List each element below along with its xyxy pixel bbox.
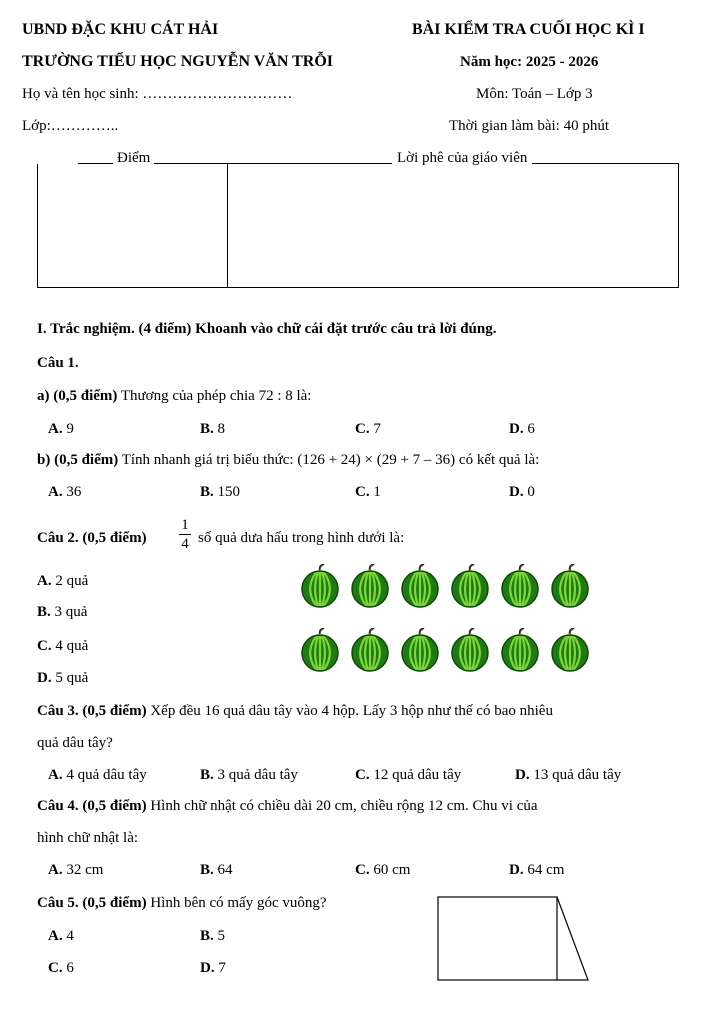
q3-option-c[interactable]: C. 12 quả dâu tây	[355, 767, 462, 783]
q1b-option-a[interactable]: A. 36	[48, 484, 82, 500]
q5-text: Câu 5. (0,5 điểm) Hình bên có mấy góc vuông?	[37, 895, 327, 911]
watermelon-icon	[500, 564, 540, 608]
watermelon-icon	[450, 628, 490, 672]
right-angle-figure	[436, 895, 596, 985]
time-line: Thời gian làm bài: 40 phút	[449, 118, 609, 134]
section-title: I. Trắc nghiệm. (4 điểm) Khoanh vào chữ cái đặt trước câu trả lời đúng.	[37, 321, 497, 337]
q5-option-a[interactable]: A. 4	[48, 928, 74, 944]
q1a-text: a) (0,5 điểm) Thương của phép chia 72 : 8 là:	[37, 388, 312, 404]
q1-label: Câu 1.	[37, 355, 79, 371]
watermelon-icon	[300, 564, 340, 608]
watermelon-icon	[350, 564, 390, 608]
score-box	[37, 163, 679, 288]
watermelon-icon	[450, 564, 490, 608]
watermelon-icon	[400, 628, 440, 672]
watermelon-icon	[550, 628, 590, 672]
fraction-bar	[179, 534, 191, 535]
exam-title: BÀI KIỂM TRA CUỐI HỌC KÌ I	[412, 21, 645, 38]
q3-text: Câu 3. (0,5 điểm) Xếp đều 16 quả dâu tây vào 4 hộp. Lấy 3 hộp như thế có bao nhiêu	[37, 703, 553, 719]
q1b-option-d[interactable]: D. 0	[509, 484, 535, 500]
q2-text: số quả dưa hấu trong hình dưới là:	[198, 530, 405, 546]
figure-rectangle	[438, 897, 557, 980]
q4-text-cont: hình chữ nhật là:	[37, 830, 139, 846]
q1b-option-c[interactable]: C. 1	[355, 484, 381, 500]
q3-option-b[interactable]: B. 3 quả dâu tây	[200, 767, 298, 783]
score-label: Điểm	[115, 150, 154, 167]
q5-option-c[interactable]: C. 6	[48, 960, 74, 976]
watermelon-icon	[550, 564, 590, 608]
school-year: Năm học: 2025 - 2026	[460, 54, 599, 70]
figure-triangle	[557, 897, 588, 980]
q4-text: Câu 4. (0,5 điểm) Hình chữ nhật có chiều dài 20 cm, chiều rộng 12 cm. Chu vi của	[37, 798, 538, 814]
q2-option-a[interactable]: A. 2 quả	[37, 573, 89, 589]
watermelon-icon	[400, 564, 440, 608]
q5-option-b[interactable]: B. 5	[200, 928, 226, 944]
q2-option-c[interactable]: C. 4 quả	[37, 638, 89, 654]
score-box-divider	[227, 164, 228, 287]
q2-option-b[interactable]: B. 3 quả	[37, 604, 88, 620]
dept-name: UBND ĐẶC KHU CÁT HẢI	[22, 21, 219, 38]
class-line: Lớp:…………..	[22, 118, 119, 134]
q2-fraction	[179, 517, 191, 552]
fraction-denominator: 4	[181, 536, 189, 552]
q1b-text: b) (0,5 điểm) Tính nhanh giá trị biểu thức: (126 + 24) × (29 + 7 – 36) có kết quả là:	[37, 452, 540, 468]
q1a-option-d[interactable]: D. 6	[509, 421, 535, 437]
q4-option-b[interactable]: B. 64	[200, 862, 233, 878]
fraction-numerator: 1	[181, 517, 189, 533]
watermelon-icon	[350, 628, 390, 672]
q1a-option-a[interactable]: A. 9	[48, 421, 74, 437]
q1a-option-c[interactable]: C. 7	[355, 421, 381, 437]
watermelon-icon	[300, 628, 340, 672]
q1a-option-b[interactable]: B. 8	[200, 421, 226, 437]
teacher-comment-label: Lời phê của giáo viên	[392, 150, 532, 167]
q4-option-a[interactable]: A. 32 cm	[48, 862, 104, 878]
q5-option-d[interactable]: D. 7	[200, 960, 226, 976]
student-name-line: Họ và tên học sinh: …………………………	[22, 86, 293, 102]
q2-label: Câu 2. (0,5 điểm)	[37, 530, 147, 546]
q3-option-a[interactable]: A. 4 quả dâu tây	[48, 767, 147, 783]
subject-line: Môn: Toán – Lớp 3	[476, 86, 593, 102]
school-name: TRƯỜNG TIỂU HỌC NGUYỄN VĂN TRỖI	[22, 53, 334, 70]
q1b-option-b[interactable]: B. 150	[200, 484, 241, 500]
watermelon-icon	[500, 628, 540, 672]
q3-text-cont: quả dâu tây?	[37, 735, 113, 751]
q2-option-d[interactable]: D. 5 quả	[37, 670, 89, 686]
q4-option-c[interactable]: C. 60 cm	[355, 862, 411, 878]
q4-option-d[interactable]: D. 64 cm	[509, 862, 565, 878]
q3-option-d[interactable]: D. 13 quả dâu tây	[515, 767, 622, 783]
